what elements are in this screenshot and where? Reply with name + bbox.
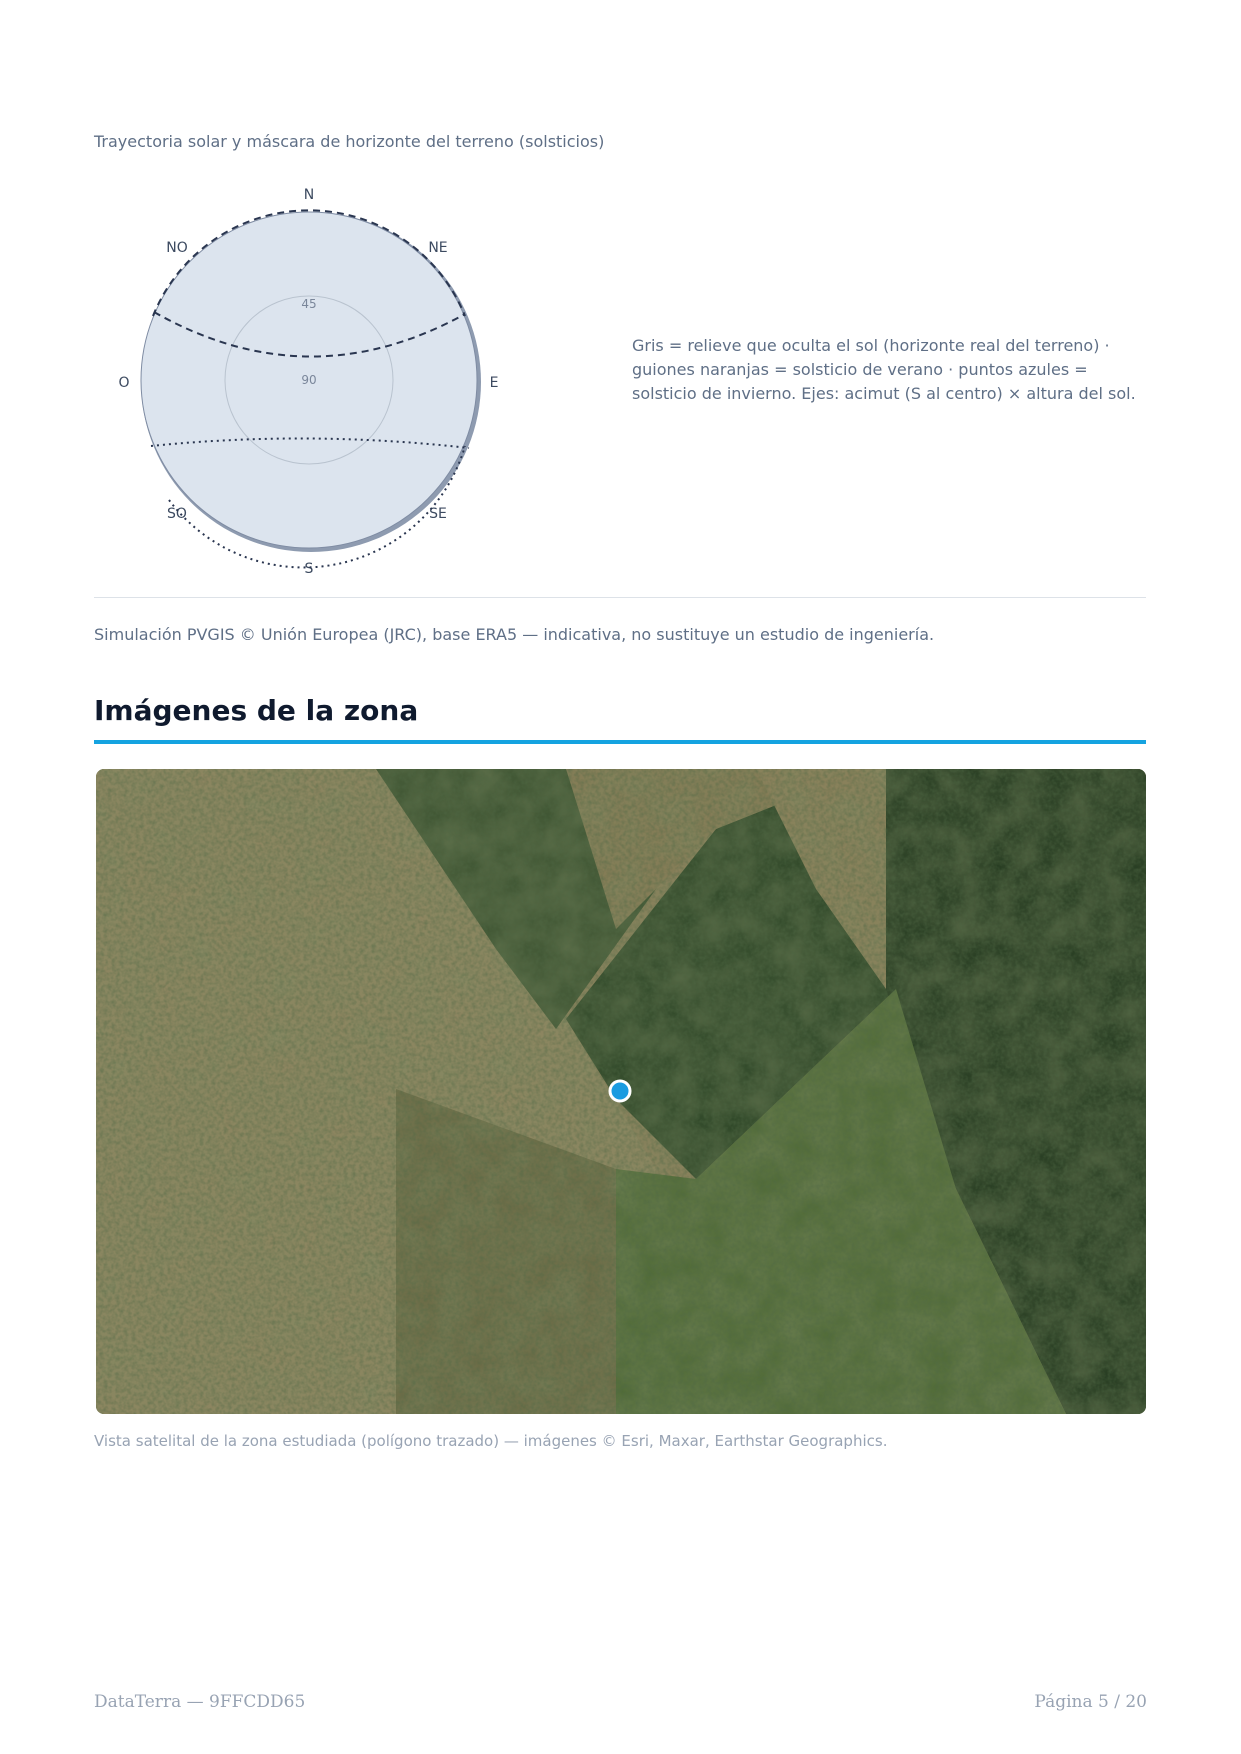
direction-label-n: N — [303, 187, 315, 203]
chart-legend-text: Gris = relieve que oculta el sol (horizonte real del terreno) · guiones naranjas = solsticio de verano · puntos azules = solsticio de invierno. Ejes: acimut (S al centro) × altura del sol. — [632, 336, 1136, 403]
location-marker[interactable] — [610, 1081, 630, 1101]
sun-path-polar-chart — [94, 172, 534, 592]
divider — [94, 597, 1146, 598]
direction-label-so: SO — [167, 506, 187, 522]
footer-doc-id: DataTerra — 9FFCDD65 — [94, 1692, 306, 1712]
footnote: Simulación PVGIS © Unión Europea (JRC), base ERA5 — indicativa, no sustituye un estudio de ingeniería. — [94, 625, 935, 644]
satellite-map[interactable] — [96, 769, 1146, 1414]
direction-label-s: S — [304, 561, 314, 577]
polar-svg — [94, 172, 534, 592]
direction-label-o: O — [118, 375, 130, 391]
radial-tick-label: 90 — [301, 373, 317, 387]
section-title: Imágenes de la zona — [94, 694, 419, 727]
direction-label-ne: NE — [428, 240, 448, 256]
direction-label-e: E — [489, 375, 499, 391]
footer-page-number: Página 5 / 20 — [1034, 1692, 1147, 1712]
section-underline — [94, 740, 1146, 744]
satellite-image — [96, 769, 1146, 1414]
direction-label-no: NO — [166, 240, 188, 256]
chart-title: Trayectoria solar y máscara de horizonte del terreno (solsticios) — [94, 132, 605, 151]
radial-tick-label: 45 — [301, 297, 317, 311]
direction-label-se: SE — [429, 506, 447, 522]
map-caption: Vista satelital de la zona estudiada (polígono trazado) — imágenes © Esri, Maxar, Earthstar Geographics. — [94, 1432, 888, 1450]
